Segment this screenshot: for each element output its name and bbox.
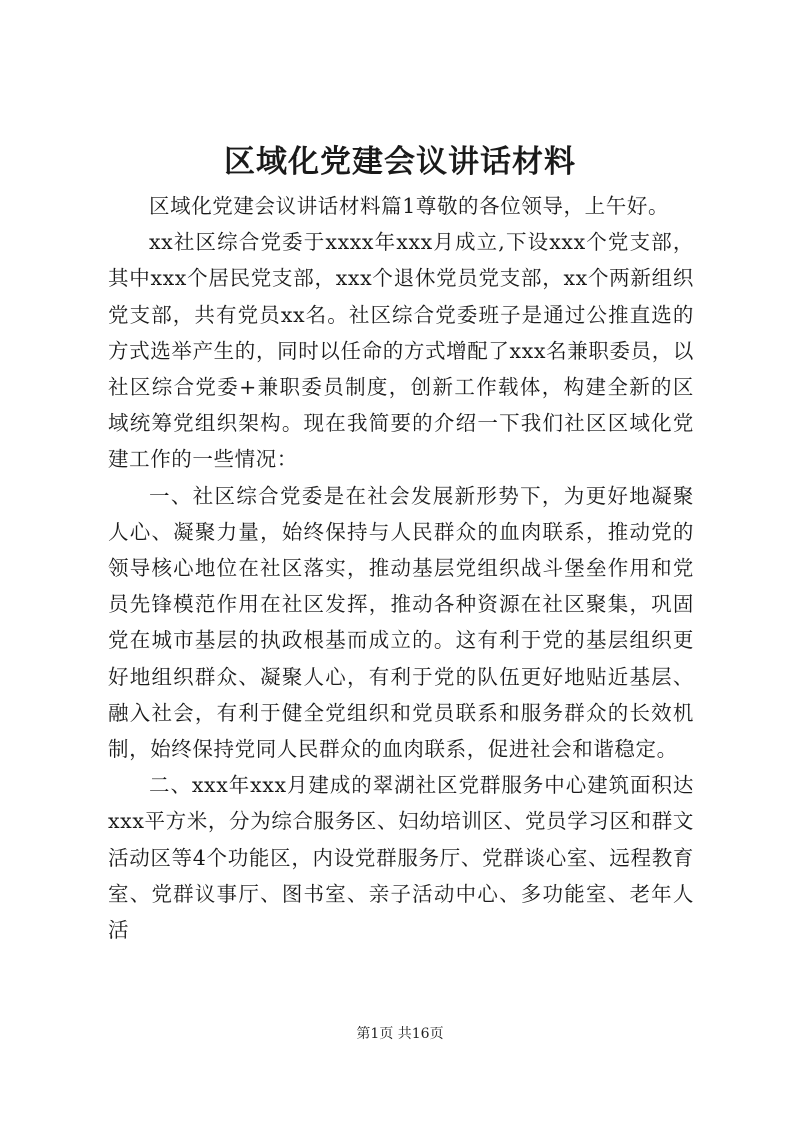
paragraph-overview: xx社区综合党委于xxxx年xxx月成立,下设xxx个党支部，其中xxx个居民党支部，xxx个退休党员党支部，xx个两新组织党支部，共有党员xx名。社区综合党委班子是通过公推直选的方式选举产生的，同时以任命的方式增配了xxx名兼职委员，以社区综合党委+兼职委员制度，创新工作载体，构建全新的区域统筹党组织架构。现在我简要的介绍一下我们社区区域化党建工作的一些情况： — [108, 230, 694, 472]
document-title: 区域化党建会议讲话材料 — [224, 144, 576, 180]
paragraph-intro: 区域化党建会议讲话材料篇1尊敬的各位领导，上午好。 — [149, 194, 670, 218]
page-number: 第1页 共16页 — [356, 1026, 444, 1042]
paragraph-section-two: 二、xxx年xxx月建成的翠湖社区党群服务中心建筑面积达xxx平方米，分为综合服务区、妇幼培训区、党员学习区和群文活动区等4个功能区，内设党群服务厅、党群谈心室、远程教育室、党群议事厅、图书室、亲子活动中心、多功能室、老年人活 — [108, 773, 694, 943]
paragraph-section-one: 一、社区综合党委是在社会发展新形势下，为更好地凝聚人心、凝聚力量，始终保持与人民群众的血肉联系，推动党的领导核心地位在社区落实，推动基层党组织战斗堡垒作用和党员先锋模范作用在社区发挥，推动各种资源在社区聚集，巩固党在城市基层的执政根基而成立的。这有利于党的基层组织更好地组织群众、凝聚人心，有利于党的队伍更好地贴近基层、融入社会，有利于健全党组织和党员联系和服务群众的长效机制，始终保持党同人民群众的血肉联系，促进社会和谐稳定。 — [108, 483, 694, 762]
document-body — [108, 188, 694, 948]
page-footer — [0, 1024, 800, 1044]
